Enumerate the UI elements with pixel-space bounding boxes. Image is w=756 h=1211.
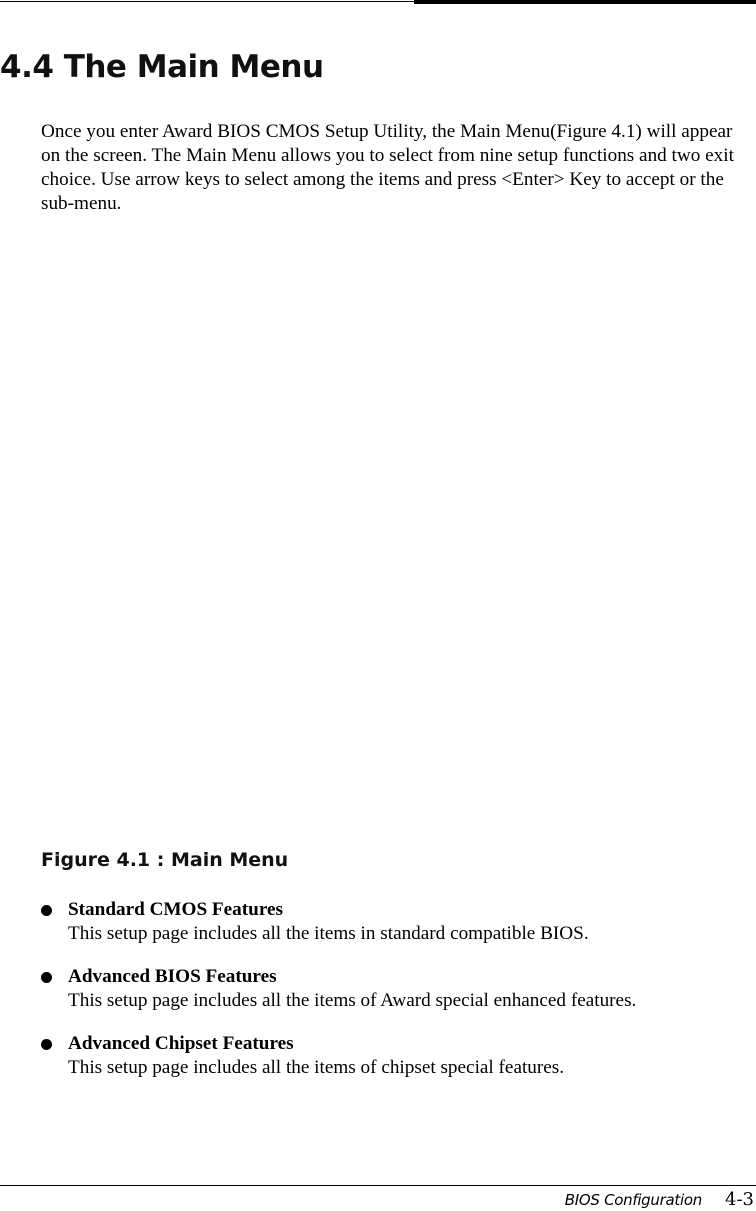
footer-rule [0, 1185, 756, 1186]
feature-title: Advanced BIOS Features [68, 966, 277, 987]
section-title: 4.4 The Main Menu [0, 49, 324, 85]
feature-description: This setup page includes all the items of chipset special features. [68, 1057, 565, 1078]
top-rule-bar [414, 0, 756, 4]
feature-title: Standard CMOS Features [68, 899, 283, 920]
bullet-icon [41, 972, 52, 983]
intro-paragraph: Once you enter Award BIOS CMOS Setup Utility, the Main Menu(Figure 4.1) will appear on the screen. The Main Menu allows you to select from nine setup functions and two exit choice. Use arrow keys to select among the items and press <Enter> Key to accept or the sub-menu. [41, 121, 734, 214]
feature-description: This setup page includes all the items in standard compatible BIOS. [68, 923, 589, 944]
feature-title: Advanced Chipset Features [68, 1033, 294, 1054]
page-number: 4-3 [725, 1189, 754, 1210]
bullet-icon [41, 1039, 52, 1050]
top-rule [0, 1, 414, 2]
chapter-label: BIOS Configuration [564, 1191, 702, 1209]
feature-list [41, 898, 756, 1080]
bullet-icon [41, 905, 52, 916]
figure-caption: Figure 4.1 : Main Menu [41, 849, 289, 871]
feature-item [41, 898, 756, 946]
figure-placeholder [41, 250, 721, 830]
feature-description: This setup page includes all the items of Award special enhanced features. [68, 990, 637, 1011]
page-footer [565, 1189, 754, 1210]
feature-item [41, 1032, 756, 1080]
feature-item [41, 965, 756, 1013]
